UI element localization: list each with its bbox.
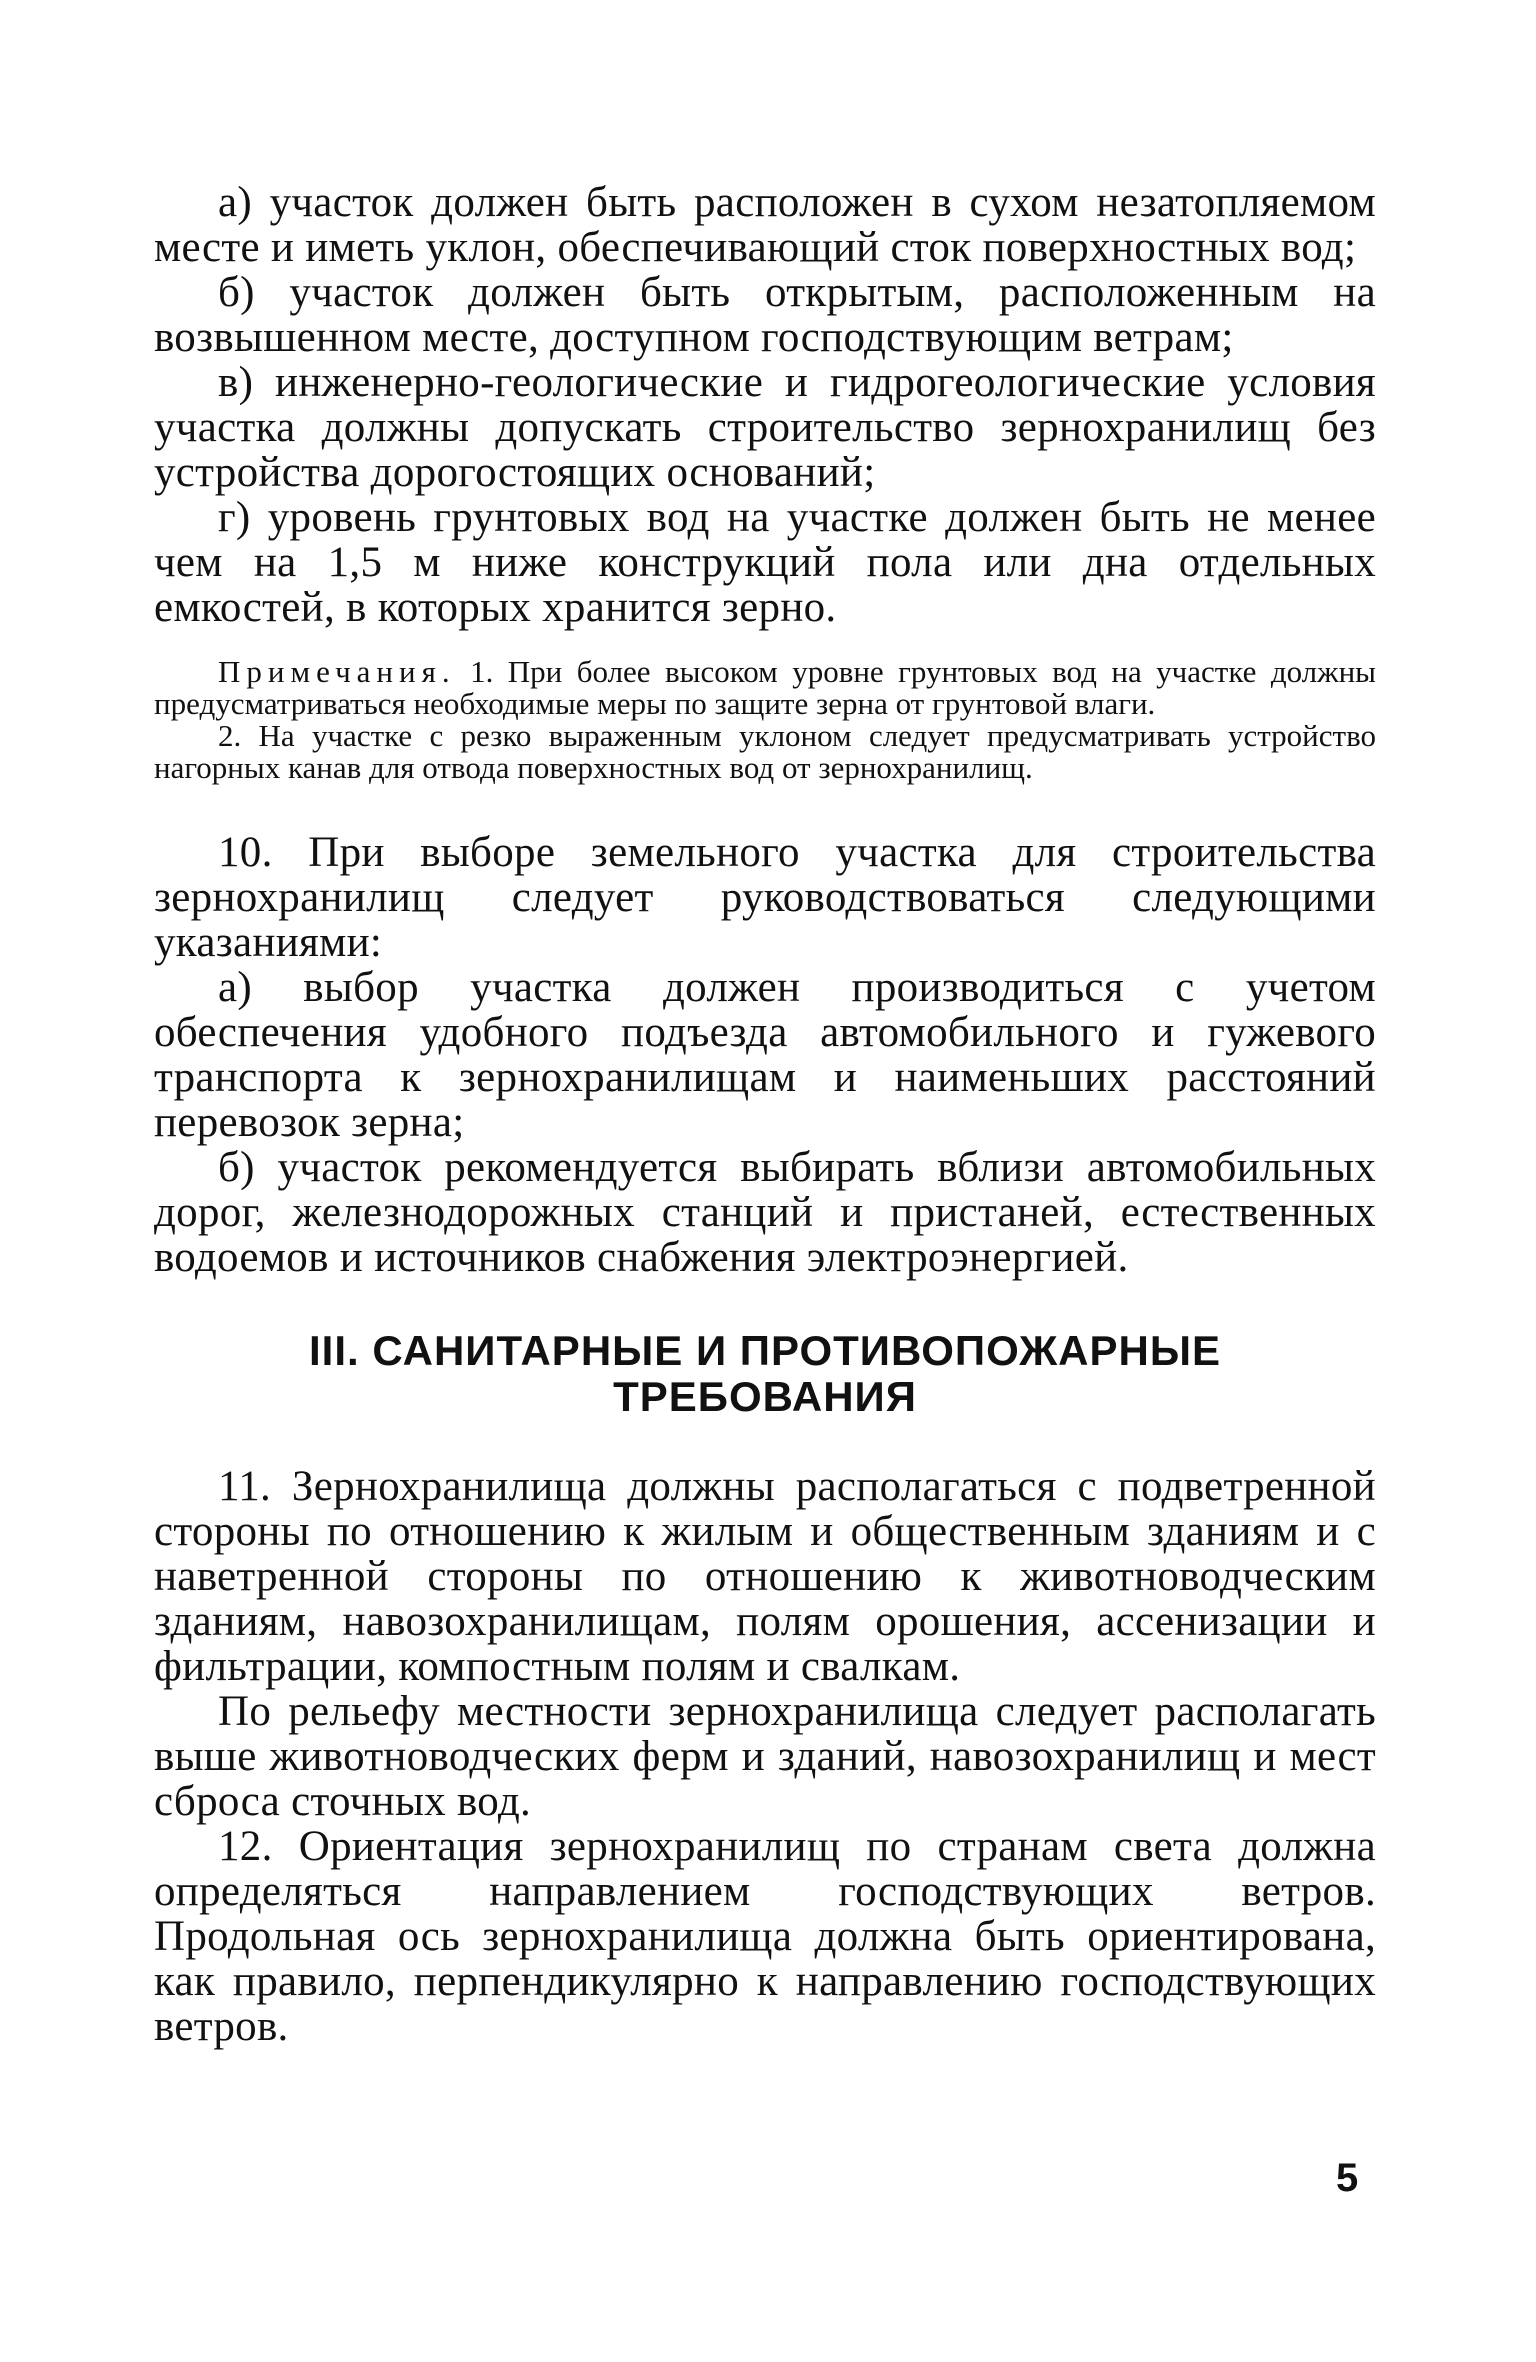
section-heading-line-1: III. САНИТАРНЫЕ И ПРОТИВОПОЖАРНЫЕ xyxy=(308,1327,1221,1374)
document-page xyxy=(154,180,1376,2049)
notes-block xyxy=(154,656,1376,784)
paragraph-item-b: б) участок должен быть открытым, расположенным на возвышенном месте, доступном господствующим ветрам; xyxy=(154,269,1376,361)
paragraph-11: 11. Зернохранилища должны располагаться с подветренной стороны по отношению к жилым и общественным зданиям и с наветренной стороны по отношению к животноводческим зданиям, навозохранилищам, полям орошения, ассенизации и фильтрации, компостным полям и свалкам. xyxy=(154,1463,1376,1690)
section-heading xyxy=(154,1328,1376,1420)
paragraph-item-g: г) уровень грунтовых вод на участке должен быть не менее чем на 1,5 м ниже конструкций пола или дна отдельных емкостей, в которых хранится зерно. xyxy=(154,494,1376,631)
paragraph-12: 12. Ориентация зернохранилищ по странам света должна определяться направлением господствующих ветров. Продольная ось зернохранилища должна быть ориентирована, как правило, перпендикулярно к направлению господствующих ветров. xyxy=(154,1823,1376,2050)
paragraph-10-b: б) участок рекомендуется выбирать вблизи автомобильных дорог, железнодорожных станций и пристаней, естественных водоемов и источников снабжения электроэнергией. xyxy=(154,1144,1376,1281)
note-2: 2. На участке с резко выраженным уклоном следует предусматривать устройство нагорных канав для отвода поверхностных вод от зернохранилищ. xyxy=(154,718,1376,785)
paragraph-10-a: а) выбор участка должен производиться с учетом обеспечения удобного подъезда автомобильного и гужевого транспорта к зернохранилищам и наименьших расстояний перевозок зерна; xyxy=(154,964,1376,1146)
paragraph-item-a: а) участок должен быть расположен в сухом незатопляемом месте и иметь уклон, обеспечивающий сток поверхностных вод; xyxy=(154,179,1376,271)
paragraph-10-intro: 10. При выборе земельного участка для строительства зернохранилищ следует руководствоваться следующими указаниями: xyxy=(154,829,1376,966)
note-1-text: 1. При более высоком уровне грунтовых вод на участке должны предусматриваться необходимые меры по защите зерна от грунтовой влаги. xyxy=(154,654,1376,721)
paragraph-item-v: в) инженерно-геологические и гидрогеологические условия участка должны допускать строительство зернохранилищ без устройства дорогостоящих оснований; xyxy=(154,359,1376,496)
note-1 xyxy=(154,656,1376,720)
section-heading-line-2: ТРЕБОВАНИЯ xyxy=(613,1373,917,1420)
paragraph-11-relief: По рельефу местности зернохранилища следует располагать выше животноводческих ферм и зданий, навозохранилищ и мест сброса сточных вод. xyxy=(154,1688,1376,1825)
page-number: 5 xyxy=(1336,2156,1359,2200)
notes-label: Примечания. xyxy=(218,654,456,689)
